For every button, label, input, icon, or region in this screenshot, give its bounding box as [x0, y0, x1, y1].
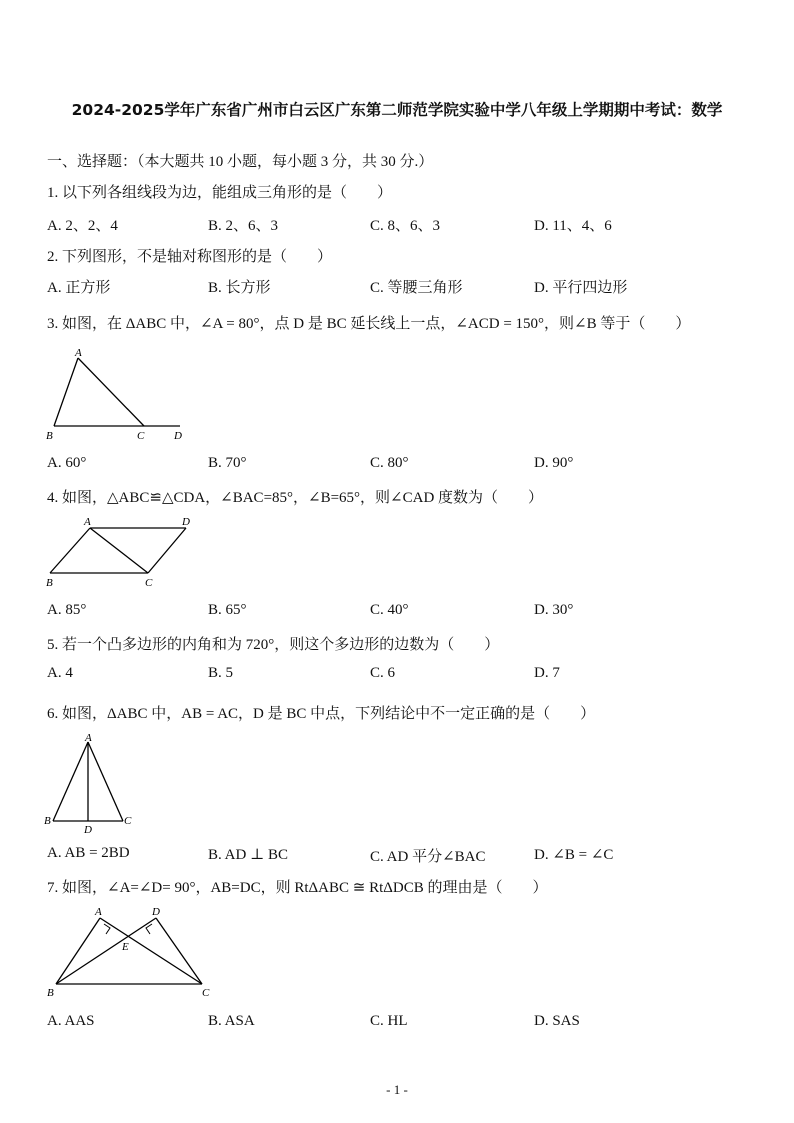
q2-option-c[interactable]: C. 等腰三角形 — [370, 280, 463, 296]
q3-option-a[interactable]: A. 60° — [47, 455, 87, 471]
question-7-stem: 7. 如图，∠A=∠D= 90°，AB=DC，则 RtΔABC ≅ RtΔDCB 的理由是（ ） — [47, 880, 548, 896]
q1-option-a[interactable]: A. 2、2、4 — [47, 218, 118, 234]
q6-label-b: B — [44, 815, 51, 827]
q3-option-d[interactable]: D. 90° — [534, 455, 574, 471]
q6-option-d[interactable]: D. ∠B = ∠C — [534, 847, 614, 863]
q3-option-c[interactable]: C. 80° — [370, 455, 409, 471]
q3-label-a: A — [75, 347, 82, 359]
q7-label-d: D — [152, 906, 160, 918]
q5-option-c[interactable]: C. 6 — [370, 665, 396, 681]
q1-option-c[interactable]: C. 8、6、3 — [370, 218, 441, 234]
q6-option-c[interactable]: C. AD 平分∠BAC — [370, 849, 486, 865]
q4-label-b: B — [46, 577, 53, 589]
q3-label-d: D — [174, 430, 182, 442]
q6-option-b[interactable]: B. AD ⊥ BC — [208, 847, 288, 863]
q4-label-c: C — [145, 577, 153, 589]
q4-parallelogram-figure — [44, 512, 204, 592]
q4-option-a[interactable]: A. 85° — [47, 602, 87, 618]
q7-label-b: B — [47, 987, 54, 999]
q4-option-c[interactable]: C. 40° — [370, 602, 409, 618]
q5-option-b[interactable]: B. 5 — [208, 665, 234, 681]
q7-option-a[interactable]: A. AAS — [47, 1013, 95, 1029]
q7-label-e: E — [122, 941, 129, 953]
q7-option-b[interactable]: B. ASA — [208, 1013, 255, 1029]
q1-option-d[interactable]: D. 11、4、6 — [534, 218, 612, 234]
section-heading: 一、选择题：（本大题共 10 小题，每小题 3 分，共 30 分.） — [47, 154, 434, 170]
q6-isosceles-figure — [42, 730, 142, 836]
q2-option-b[interactable]: B. 长方形 — [208, 280, 271, 296]
question-6-stem: 6. 如图，ΔABC 中，AB = AC，D 是 BC 中点，下列结论中不一定正确的是（ ） — [47, 706, 596, 722]
q7-right-triangles-figure — [44, 902, 219, 1002]
page-title: 2024-2025学年广东省广州市白云区广东第二师范学院实验中学八年级上学期期中考试：数学 — [71, 101, 723, 119]
q4-option-b[interactable]: B. 65° — [208, 602, 247, 618]
q2-option-a[interactable]: A. 正方形 — [47, 280, 111, 296]
q7-option-c[interactable]: C. HL — [370, 1013, 408, 1029]
q4-label-a: A — [84, 516, 91, 528]
q6-label-d: D — [84, 824, 92, 836]
q6-label-c: C — [124, 815, 132, 827]
question-1-stem: 1. 以下列各组线段为边，能组成三角形的是（ ） — [47, 185, 393, 201]
question-5-stem: 5. 若一个凸多边形的内角和为 720°，则这个多边形的边数为（ ） — [47, 637, 500, 653]
q4-option-d[interactable]: D. 30° — [534, 602, 574, 618]
question-3-stem: 3. 如图，在 ΔABC 中，∠A = 80°，点 D 是 BC 延长线上一点，∠ACD = 150°，则∠B 等于（ ） — [47, 316, 691, 332]
q1-option-b[interactable]: B. 2、6、3 — [208, 218, 279, 234]
q7-label-a: A — [95, 906, 102, 918]
q3-label-c: C — [137, 430, 145, 442]
page-number: - 1 - — [386, 1082, 408, 1097]
question-2-stem: 2. 下列图形，不是轴对称图形的是（ ） — [47, 249, 333, 265]
q4-label-d: D — [182, 516, 190, 528]
q7-option-d[interactable]: D. SAS — [534, 1013, 580, 1029]
q5-option-d[interactable]: D. 7 — [534, 665, 560, 681]
q7-label-c: C — [202, 987, 210, 999]
q6-label-a: A — [85, 732, 92, 744]
q6-option-a[interactable]: A. AB = 2BD — [47, 845, 130, 861]
q3-option-b[interactable]: B. 70° — [208, 455, 247, 471]
q3-label-b: B — [46, 430, 53, 442]
q3-triangle-figure — [44, 345, 194, 445]
q5-option-a[interactable]: A. 4 — [47, 665, 73, 681]
question-4-stem: 4. 如图，△ABC≌△CDA，∠BAC=85°，∠B=65°，则∠CAD 度数为（ ） — [47, 490, 544, 506]
q2-option-d[interactable]: D. 平行四边形 — [534, 280, 628, 296]
